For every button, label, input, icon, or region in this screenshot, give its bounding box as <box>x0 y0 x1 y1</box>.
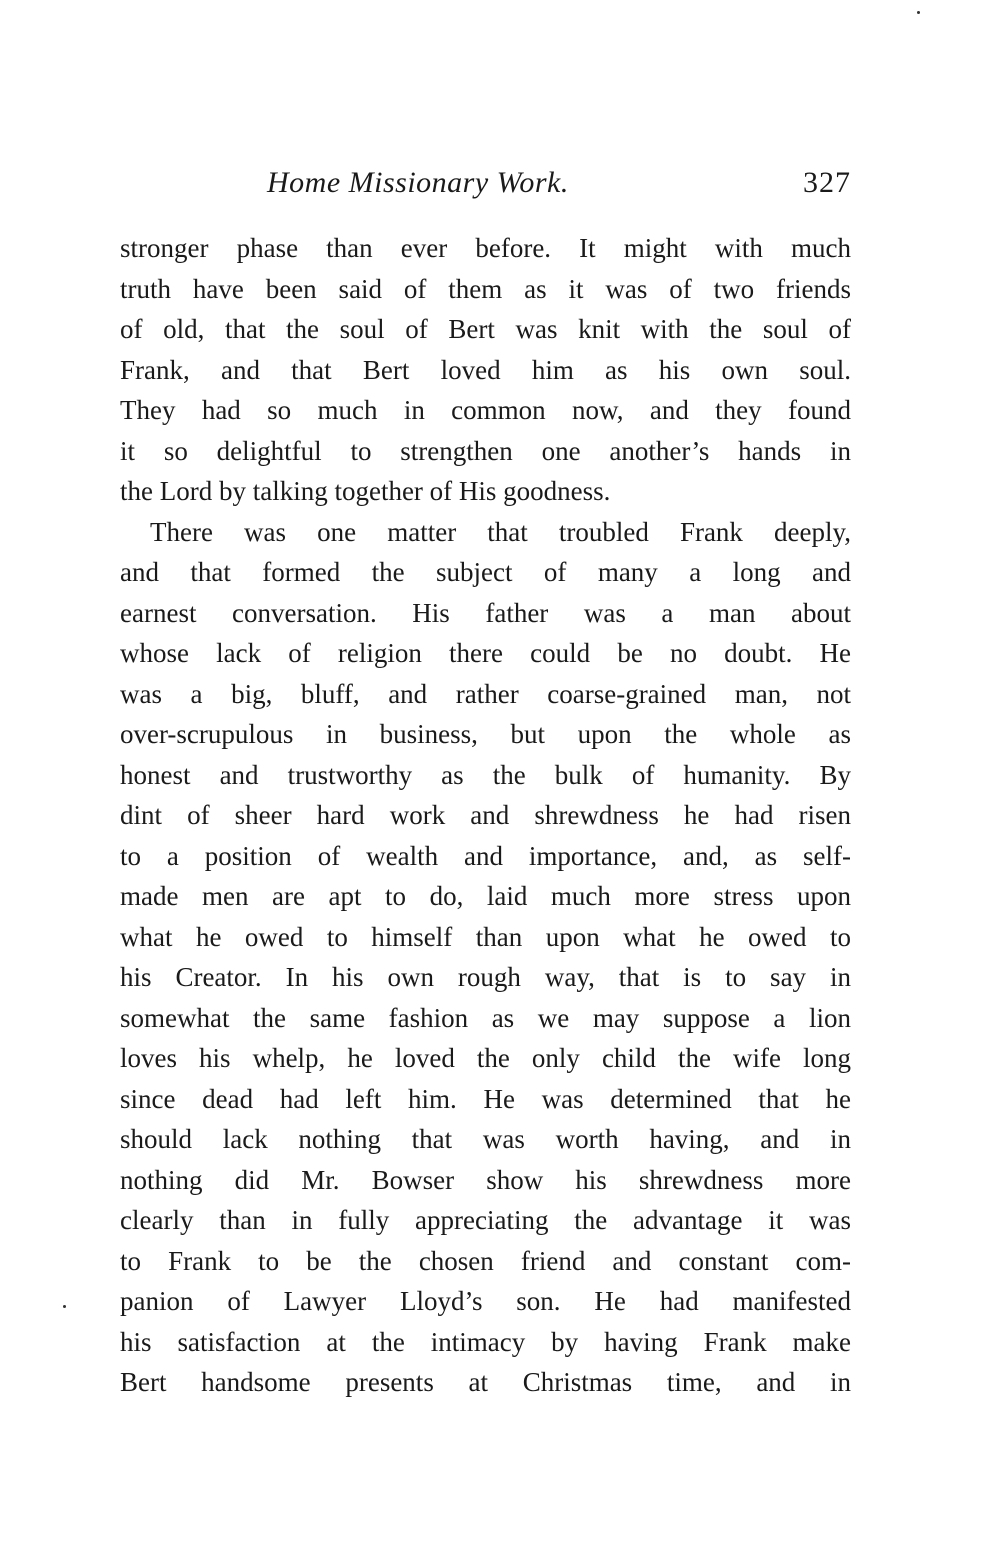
text-line: since dead had left him. He was determined that he <box>120 1083 851 1114</box>
text-line: of old, that the soul of Bert was knit with the soul of <box>120 314 851 344</box>
text-line: clearly than in fully appreciating the advantage it was <box>120 1205 851 1235</box>
running-title: Home Missionary Work. <box>267 166 569 199</box>
text-line: what he owed to himself than upon what he owed to <box>120 921 851 952</box>
text-line: Bert handsome presents at Christmas time, and in <box>120 1367 851 1397</box>
text-line: earnest conversation. His father was a man about <box>120 597 851 628</box>
text-line: should lack nothing that was worth having, and in <box>120 1124 851 1154</box>
text-line: truth have been said of them as it was of two friends <box>120 273 851 304</box>
scan-speck <box>63 1305 66 1308</box>
paragraph-1 <box>120 228 851 512</box>
body-text <box>120 228 851 1403</box>
text-line: made men are apt to do, laid much more stress upon <box>120 881 851 911</box>
text-line: loves his whelp, he loved the only child the wife long <box>120 1043 851 1073</box>
text-line: Frank, and that Bert loved him as his own soul. <box>120 354 851 385</box>
text-line: nothing did Mr. Bowser show his shrewdness more <box>120 1164 851 1195</box>
text-line: They had so much in common now, and they found <box>120 395 851 425</box>
text-line: dint of sheer hard work and shrewdness he had risen <box>120 800 851 830</box>
text-line: to a position of wealth and importance, and, as self- <box>120 840 851 871</box>
running-head <box>120 163 855 211</box>
text-line: to Frank to be the chosen friend and constant com- <box>120 1245 851 1276</box>
text-line: over-scrupulous in business, but upon the whole as <box>120 719 851 749</box>
text-line: his satisfaction at the intimacy by having Frank make <box>120 1326 851 1357</box>
text-line: and that formed the subject of many a long and <box>120 557 851 587</box>
text-line: it so delightful to strengthen one another’s hands in <box>120 435 851 466</box>
page-number: 327 <box>803 166 851 199</box>
text-line: whose lack of religion there could be no doubt. He <box>120 638 851 668</box>
paragraph-2 <box>120 512 851 1403</box>
text-line: honest and trustworthy as the bulk of humanity. By <box>120 759 851 790</box>
text-line: somewhat the same fashion as we may suppose a lion <box>120 1002 851 1033</box>
text-line: There was one matter that troubled Frank deeply, <box>150 516 851 547</box>
scan-speck <box>917 11 920 14</box>
text-line: stronger phase than ever before. It might with much <box>120 233 851 263</box>
text-line: his Creator. In his own rough way, that is to say in <box>120 962 851 992</box>
text-line: panion of Lawyer Lloyd’s son. He had manifested <box>120 1286 851 1316</box>
text-line: was a big, bluff, and rather coarse-grained man, not <box>120 678 851 709</box>
text-line: the Lord by talking together of His goodness. <box>120 476 611 506</box>
